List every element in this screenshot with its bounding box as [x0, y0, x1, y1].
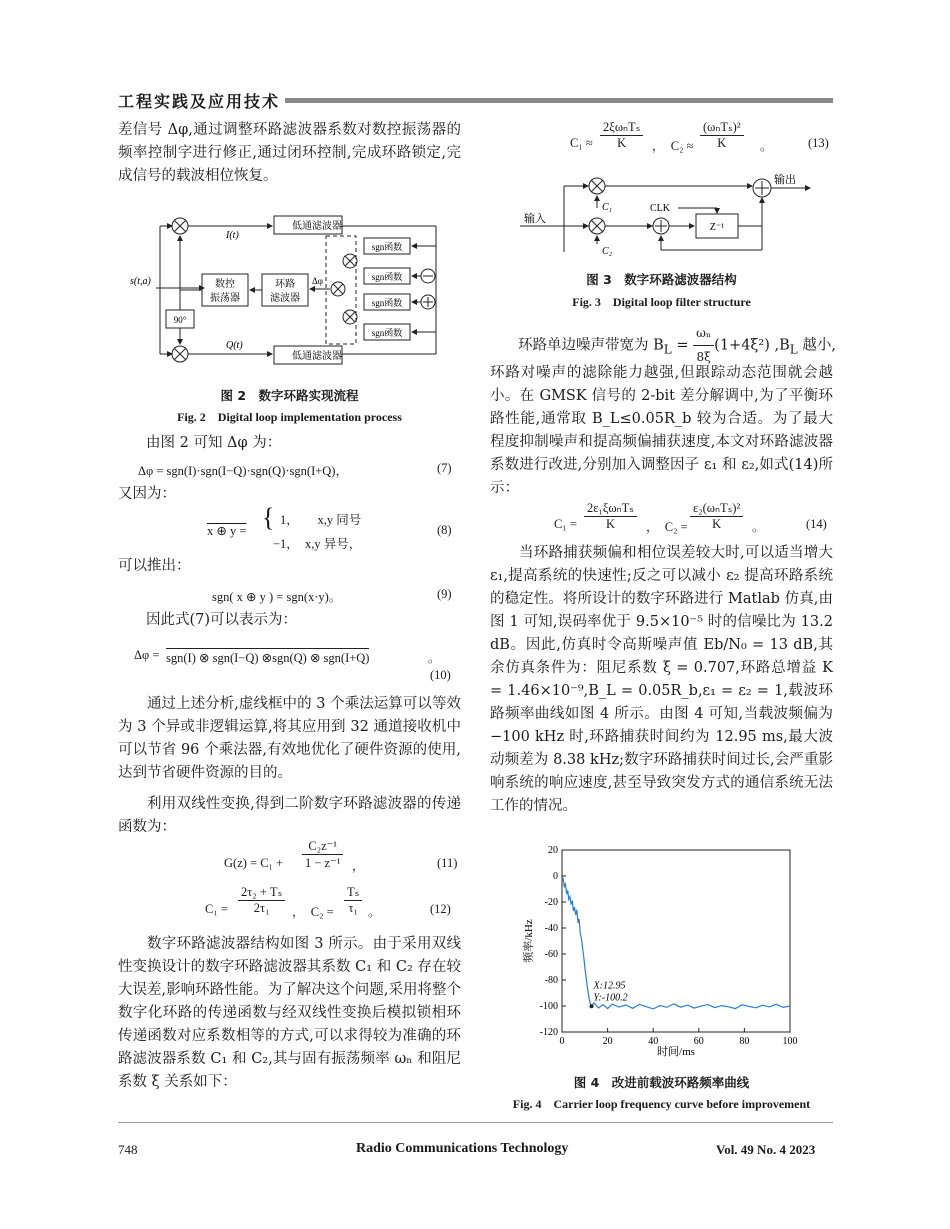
equation-12-end: 。	[368, 905, 381, 919]
fig3-caption-en: Fig. 3 Digital loop filter structure	[572, 295, 751, 309]
x-tick-label: 0	[559, 1036, 565, 1047]
fig3-delay-label: Z⁻¹	[709, 222, 725, 233]
paragraph-4: 数字环路滤波器结构如图 3 所示。由于采用双线性变换设计的数字环路滤波器其系数 C₁ 和 C₂ 存在较大误差,影响环路性能。为了解决这个问题,采用将整个数字化环路的传递函数与经双线性变换后模拟锁相环传递函数对应系数相等的方式,可以求得较为准确的环路滤波器系数 C₁ 和 C₂,其与固有振荡频率 ωₙ 和阻尼系数 ξ 关系如下：	[118, 936, 461, 1090]
paragraph-5: 环路对噪声的滤除能力越强,但跟踪动态范围就会越小。在 GMSK 信号的 2-bit 差分解调中,为了平衡环路性能,通常取 B_L≤0.05R_b 较为合适。为了最大程度抑制噪声和提高频偏捕获速度,本文对环路滤波器系数进行改进,分别加入调整因子 ε₁ 和 ε₂,如式(14)所示：	[490, 365, 833, 496]
y-axis-label: 频率/kHz	[523, 919, 535, 963]
equation-13-number: (13)	[808, 136, 829, 150]
page-number: 748	[118, 1142, 138, 1157]
annotation-point	[590, 1004, 594, 1008]
equation-10-number: (10)	[430, 668, 451, 682]
sgn-label-3: sgn函数	[371, 298, 403, 308]
bandwidth-text-c: 越小,	[802, 337, 836, 354]
figure-3-diagram	[510, 168, 830, 260]
figure-2-diagram	[126, 206, 466, 376]
equation-12-c2-denominator: τ₁	[348, 901, 358, 915]
equation-8-case-2: −1， x,y 异号，	[273, 537, 362, 551]
equation-14-c1-numerator: 2ε₁ξωₙTₛ	[584, 500, 637, 517]
input-signal-label: s(t,a)	[130, 276, 151, 287]
y-tick-label: -20	[544, 897, 558, 908]
equation-13-c1-numerator: 2ξωₙTₛ	[600, 119, 643, 136]
equation-14-c2-fraction	[690, 500, 743, 532]
equation-9: sgn( x ⊕ y ) = sgn(x·y)。	[212, 590, 342, 604]
volume-info: Vol. 49 No. 4 2023	[716, 1142, 816, 1157]
equation-13-c2-numerator: (ωₙTₛ)²	[700, 119, 744, 136]
footer-rule	[118, 1122, 833, 1123]
paragraph-3: 利用双线性变换,得到二阶数字环路滤波器的传递函数为：	[118, 796, 461, 835]
sgn-label-4: sgn函数	[371, 328, 403, 338]
i-label: I(t)	[226, 230, 239, 241]
equation-10-lhs: Δφ =	[134, 648, 160, 662]
equation-7: Δφ = sgn(I)·sgn(I−Q)·sgn(Q)·sgn(I+Q)，	[138, 464, 348, 478]
equation-8-case-1: 1， x,y 同号	[280, 513, 362, 527]
equation-11-fraction	[302, 838, 343, 871]
equation-13-c2-denominator: K	[717, 136, 727, 150]
equation-7-number: (7)	[437, 461, 452, 475]
y-tick-label: -100	[539, 1001, 558, 1012]
equation-13-c1-fraction	[600, 119, 643, 151]
equation-14-c2-denominator: K	[712, 517, 722, 531]
annotation-x-label: X:12.95	[593, 980, 626, 992]
text-also: 又因为：	[118, 486, 176, 502]
equation-12-c2-fraction	[344, 884, 362, 916]
fig2-caption-cn: 图 2 数字环路实现流程	[220, 388, 359, 403]
q-label: Q(t)	[226, 340, 243, 351]
equation-11-denominator: 1 − z⁻¹	[305, 856, 341, 870]
equation-12-c1-fraction	[238, 884, 285, 916]
equation-13-c1: C₁ ≈	[570, 136, 593, 150]
equation-10-end: 。	[428, 651, 441, 665]
figure-4-chart	[510, 840, 810, 1062]
fig3-input-label: 输入	[524, 213, 546, 225]
loop-filter-label-1: 环路	[275, 279, 295, 290]
fig2-caption-en: Fig. 2 Digital loop implementation process	[177, 410, 402, 424]
paragraph-6: 当环路捕获频偏和相位误差较大时,可以适当增大 ε₁,提高系统的快速性;反之可以减小 ε₂ 提高环路系统的稳定性。将所设计的数字环路进行 Matlab 仿真,由图 1 可知,误码率优于 9.5×10⁻⁵ 时的信噪比为 13.2 dB。因此,仿真时令高斯噪声值 Eb/N₀ = 13 dB,其余仿真条件为：阻尼系数 ξ = 0.707,环路总增益 K = 1.46×10⁻⁹,B_L = 0.05R_b,ε₁ = ε₂ = 1,载波环路频率曲线如图 4 所示。由图 4 可知,当载波频偏为 −100 kHz 时,环路捕获时间约为 12.95 ms,最大波动频差为 8.38 kHz;数字环路捕获时间过长,会严重影响系统的响应速度,甚至导致突发方式的通信系统无法工作的情况。	[490, 545, 833, 814]
equation-12-c1-denominator: 2τ₁	[253, 901, 270, 915]
equation-12-c1: C₁ =	[205, 902, 228, 916]
equation-14-c2-numerator: ε₂(ωₙTₛ)²	[690, 500, 743, 517]
y-tick-label: 0	[553, 871, 558, 882]
equation-9-number: (9)	[437, 587, 452, 601]
fig4-caption-en: Fig. 4 Carrier loop frequency curve before improvement	[512, 1097, 811, 1111]
equation-13-end: 。	[760, 139, 773, 153]
bandwidth-sub: L	[663, 342, 672, 357]
equation-12-c1-numerator: 2τ₂ + Tₛ	[238, 884, 285, 901]
equation-11-lhs: G(z) = C₁ +	[224, 856, 284, 870]
bandwidth-text-a: 环路单边噪声带宽为 B	[518, 337, 664, 354]
x-tick-label: 40	[648, 1036, 659, 1047]
bandwidth-fraction-top: ωₙ	[693, 322, 714, 346]
fig3-c1-label: C₁	[602, 202, 613, 213]
journal-section-title: 工程实践及应用技术	[118, 92, 281, 111]
y-tick-label: -60	[544, 949, 558, 960]
sgn-label-1: sgn函数	[371, 242, 403, 252]
bandwidth-eq: =	[671, 337, 689, 354]
paragraph-2: 通过上述分析,虚线框中的 3 个乘法运算可以等效为 3 个异或非逻辑运算,将其应用到 32 通道接收机中可以节省 96 个乘法器,有效地优化了硬件资源的使用,达到节省硬件资源的目的。	[118, 696, 461, 781]
phase-shift-label: 90°	[173, 315, 187, 325]
equation-10-rhs: sgn(I) ⊗ sgn(I−Q) ⊗sgn(Q) ⊗ sgn(I+Q)	[166, 648, 369, 666]
y-tick-label: -80	[544, 975, 558, 986]
lpf-top-label: 低通滤波器	[292, 221, 342, 232]
equation-12-c2: ， C₂ =	[292, 905, 334, 919]
equation-8-brace: {	[262, 503, 275, 532]
text-hence: 因此式(7)可以表示为：	[146, 612, 298, 628]
y-tick-label: -120	[539, 1027, 558, 1038]
equation-11-number: (11)	[437, 856, 458, 870]
dphi-label: Δφ	[312, 276, 323, 286]
equation-12-number: (12)	[430, 902, 451, 916]
sgn-label-2: sgn函数	[371, 272, 403, 282]
x-tick-label: 60	[693, 1036, 704, 1047]
paragraph-1: 差信号 Δφ,通过调整环路滤波器系数对数控振荡器的频率控制字进行修正,通过闭环控制,完成环路锁定,完成信号的载波相位恢复。	[118, 122, 461, 184]
x-tick-label: 20	[602, 1036, 613, 1047]
fig4-caption-cn: 图 4 改进前载波环路频率曲线	[573, 1075, 750, 1090]
equation-14-c1-fraction	[584, 500, 637, 532]
equation-14-c1-denominator: K	[605, 517, 615, 531]
equation-8-number: (8)	[437, 523, 452, 537]
fig3-caption-cn: 图 3 数字环路滤波器结构	[586, 272, 737, 287]
lpf-bottom-label: 低通滤波器	[292, 351, 342, 362]
bandwidth-fraction-bottom: 8ξ	[696, 350, 711, 364]
annotation-y-label: Y:-100.2	[593, 992, 628, 1004]
equation-14-number: (14)	[806, 517, 827, 531]
fig3-clk-label: CLK	[650, 203, 670, 214]
bandwidth-sub-2: L	[789, 342, 798, 357]
text-derive: 可以推出：	[118, 558, 191, 574]
journal-name: Radio Communications Technology	[356, 1141, 569, 1156]
equation-12-c2-numerator: Tₛ	[344, 884, 362, 901]
y-tick-label: 20	[548, 845, 558, 856]
x-tick-label: 80	[739, 1036, 750, 1047]
fig3-c2-label: C₂	[602, 246, 613, 257]
header-rule	[285, 98, 833, 103]
y-tick-label: -40	[544, 923, 558, 934]
text-from-fig2: 由图 2 可知 Δφ 为：	[146, 435, 282, 451]
equation-14-c2: ， C₂ =	[646, 520, 688, 534]
nco-label-2: 振荡器	[210, 293, 240, 304]
equation-11-numerator: C₂z⁻¹	[302, 838, 343, 855]
equation-13-c1-denominator: K	[617, 136, 627, 150]
fig3-output-label: 输出	[774, 174, 796, 186]
bandwidth-text-b: (1+4ξ²) ,B	[714, 337, 790, 354]
equation-11-end: ，	[352, 859, 365, 873]
loop-filter-label-2: 滤波器	[270, 293, 300, 304]
x-tick-label: 100	[782, 1036, 798, 1047]
equation-14-c1: C₁ =	[554, 517, 577, 531]
equation-13-c2-fraction	[700, 119, 744, 151]
equation-14-end: 。	[752, 520, 765, 534]
equation-8-lhs: x ⊕ y =	[207, 524, 247, 538]
nco-label-1: 数控	[215, 279, 235, 290]
equation-13-c2: ， C₂ ≈	[652, 139, 694, 153]
x-axis-label: 时间/ms	[657, 1046, 695, 1058]
